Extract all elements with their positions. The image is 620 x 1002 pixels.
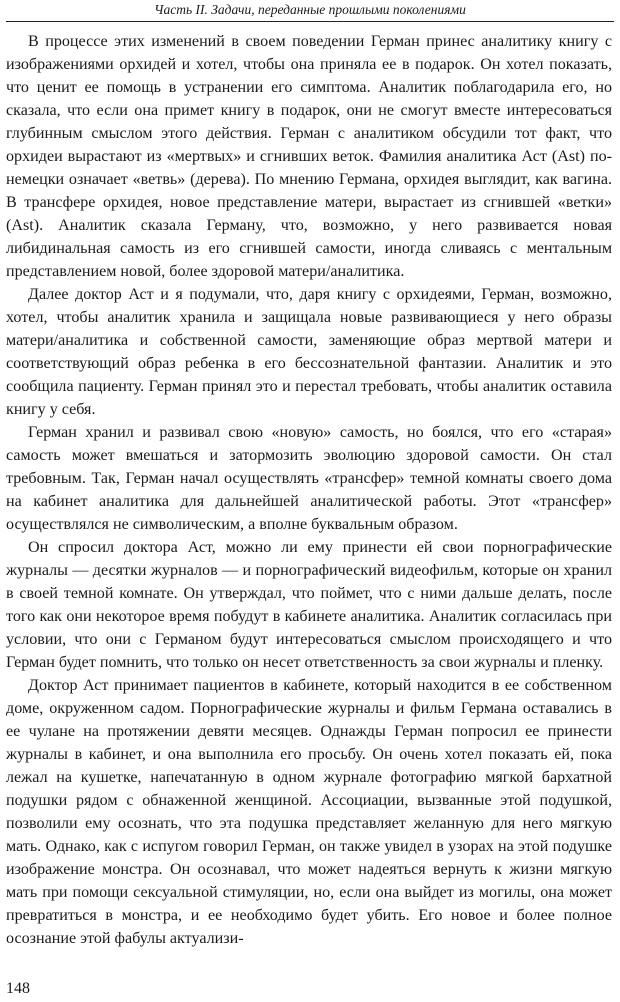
header-rule <box>6 21 614 22</box>
paragraph: В процессе этих изменений в своем поведении Герман принес аналитику книгу с изображениями орхидей и хотел, чтобы она приняла ее в подарок. Он хотел показать, что ценит ее помощь в устранении его симптома. Аналитик поблагодарила его, но сказала, что если она примет книгу в подарок, они не смогут вместе интересоваться глубинным смыслом этого действия. Герман с аналитиком обсудили тот факт, что орхидеи вырастают из «мертвых» и сгнивших веток. Фамилия аналитика Аст (Ast) по-немецки означает «ветвь» (дерева). По мнению Германа, орхидея выглядит, как вагина. В трансфере орхидея, новое представление матери, вырастает из сгнившей «ветки» (Ast). Аналитик сказала Герману, что, возможно, у него развивается новая либидинальная самость из его сгнившей самости, иногда сливаясь с ментальным представлением новой, более здоровой матери/аналитика. <box>6 33 612 280</box>
paragraph: Доктор Аст принимает пациентов в кабинете, который находится в ее собственном доме, окруженном садом. Порнографические журналы и фильм Германа оставались в ее чулане на протяжении девяти месяцев. Однажды Герман попросил ее принести журналы в кабинет, и она выполнила его просьбу. Он очень хотел показать ей, пока лежал на кушетке, напечатанную в одном журнале фотографию мягкой бархатной подушки рядом с обнаженной женщиной. Ассоциации, вызванные этой подушкой, позволили ему осознать, что эта подушка представляет желанную для него мягкую мать. Однако, как с испугом говорил Герман, он также увидел в узорах на этой подушке изображение монстра. Он осознавал, что может надеяться вернуть к жизни мягкую мать при помощи сексуальной стимуляции, но, если она выйдет из могилы, она может превратиться в монстра, и ее необходимо будет убить. Его новое и более полное осознание этой фабулы актуализи- <box>6 677 612 947</box>
paragraph: Он спросил доктора Аст, можно ли ему принести ей свои порнографические журналы — десятки журналов — и порнографический видеофильм, которые он хранил в своей темной комнате. Он утверждал, что поймет, что с ними дальше делать, после того как они некоторое время побудут в кабинете аналитика. Аналитик согласилась при условии, что они с Германом будут интересоваться смыслом происходящего и что Герман будет помнить, что только он несет ответственность за свои журналы и пленку. <box>6 539 612 671</box>
running-head: Часть II. Задачи, переданные прошлыми поколениями <box>154 2 466 17</box>
paragraph: Далее доктор Аст и я подумали, что, даря книгу с орхидеями, Герман, возможно, хотел, чтобы аналитик хранила и защищала новые развивающиеся у него образы матери/аналитика и собственной самости, заменяющие образ мертвой матери и соответствующий образ ребенка в его бессознательной фантазии. Аналитик и это сообщила пациенту. Герман принял это и перестал требовать, чтобы аналитик оставила книгу у себя. <box>6 286 612 418</box>
body-text <box>6 30 612 950</box>
page-number: 148 <box>6 980 30 997</box>
paragraph: Герман хранил и развивал свою «новую» самость, но боялся, что его «старая» самость может вмешаться и затормозить эволюцию здоровой самости. Он стал требовным. Так, Герман начал осуществлять «трансфер» темной комнаты своего дома на кабинет аналитика для дальнейшей аналитической работы. Этот «трансфер» осуществлялся не символическим, а вполне буквальным образом. <box>6 424 612 533</box>
